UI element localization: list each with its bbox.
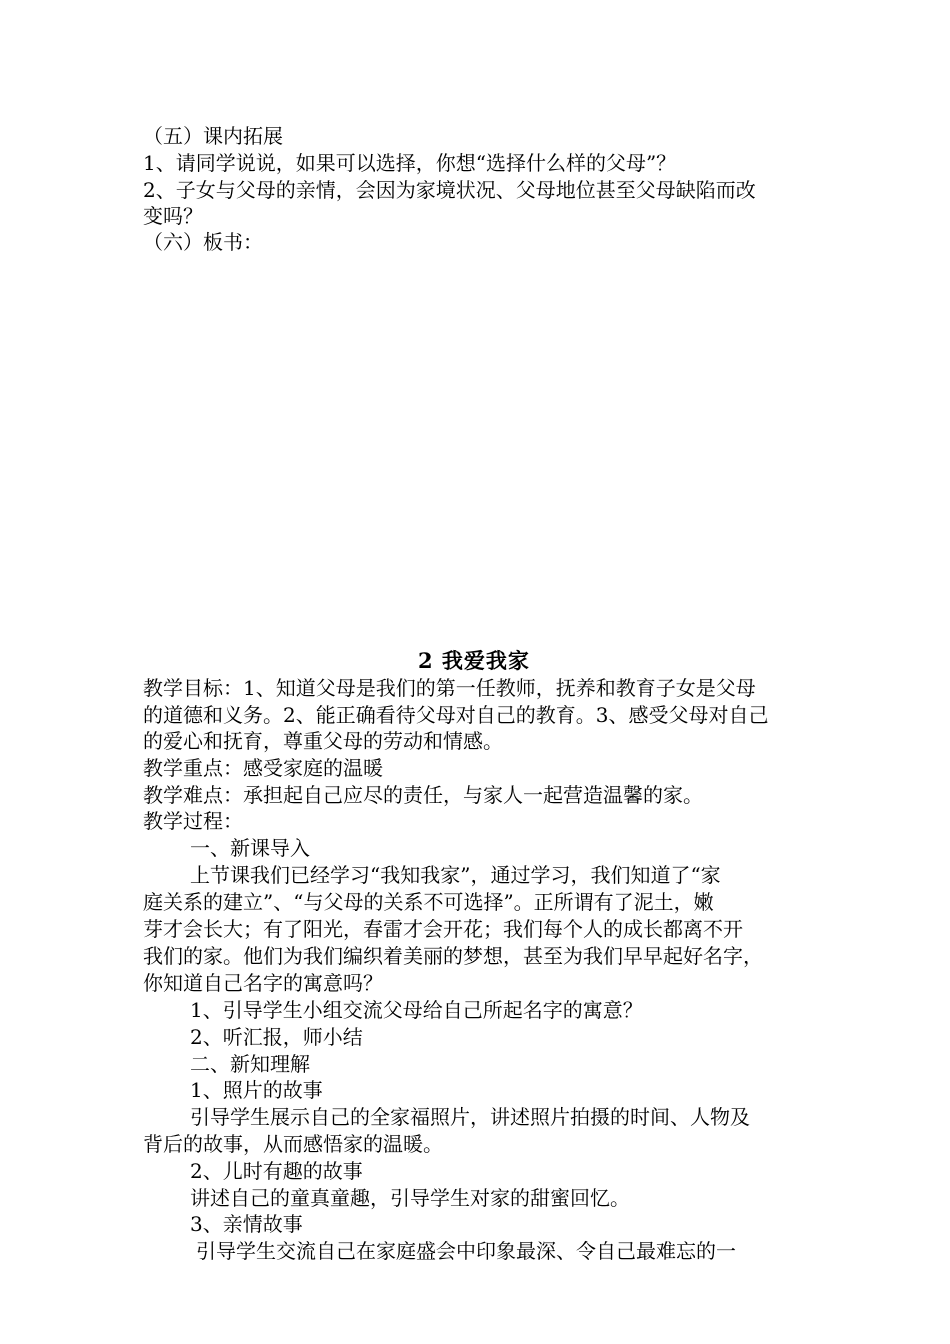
intro-line-4: 我们的家。他们为我们编织着美丽的梦想，甚至为我们早早起好名字， [143, 944, 763, 968]
goals-line-3: 的爱心和抚育，尊重父母的劳动和情感。 [143, 729, 503, 753]
sub-2-heading: 2、儿时有趣的故事 [190, 1159, 363, 1183]
intro-line-3: 芽才会长大；有了阳光，春雷才会开花；我们每个人的成长都离不开 [143, 917, 743, 941]
step-2: 2、听汇报，师小结 [190, 1025, 363, 1049]
key-point: 教学重点：感受家庭的温暖 [143, 756, 383, 780]
heading-section-6: （六）板书： [143, 230, 263, 254]
intro-line-5: 你知道自己名字的寓意吗？ [143, 971, 383, 995]
sub-1-heading: 1、照片的故事 [190, 1078, 323, 1102]
sub-1-line-2: 背后的故事，从而感悟家的温暖。 [143, 1132, 443, 1156]
lesson-title: 2 我爱我家 [418, 648, 530, 673]
question-2-line-1: 2、子女与父母的亲情，会因为家境状况、父母地位甚至父母缺陷而改 [143, 178, 756, 202]
process-label: 教学过程： [143, 809, 243, 833]
intro-line-1: 上节课我们已经学习“我知我家”，通过学习，我们知道了“家 [190, 863, 721, 887]
sub-1-line-1: 引导学生展示自己的全家福照片，讲述照片拍摄的时间、人物及 [190, 1105, 750, 1129]
question-1: 1、请同学说说，如果可以选择，你想“选择什么样的父母”？ [143, 151, 677, 175]
difficulty: 教学难点：承担起自己应尽的责任，与家人一起营造温馨的家。 [143, 783, 703, 807]
part-2-heading: 二、新知理解 [190, 1052, 310, 1076]
sub-2-line-1: 讲述自己的童真童趣，引导学生对家的甜蜜回忆。 [190, 1186, 630, 1210]
goals-line-2: 的道德和义务。2、能正确看待父母对自己的教育。3、感受父母对自己 [143, 703, 769, 727]
sub-3-line-1: 引导学生交流自己在家庭盛会中印象最深、令自己最难忘的一 [196, 1239, 736, 1263]
sub-3-heading: 3、亲情故事 [190, 1212, 303, 1236]
part-1-heading: 一、新课导入 [190, 836, 310, 860]
heading-section-5: （五）课内拓展 [143, 124, 283, 148]
step-1: 1、引导学生小组交流父母给自己所起名字的寓意？ [190, 998, 643, 1022]
intro-line-2: 庭关系的建立”、“与父母的关系不可选择”。正所谓有了泥土，嫩 [143, 890, 714, 914]
goals-line-1: 教学目标：1、知道父母是我们的第一任教师，抚养和教育子女是父母 [143, 676, 756, 700]
question-2-line-2: 变吗？ [143, 204, 203, 228]
